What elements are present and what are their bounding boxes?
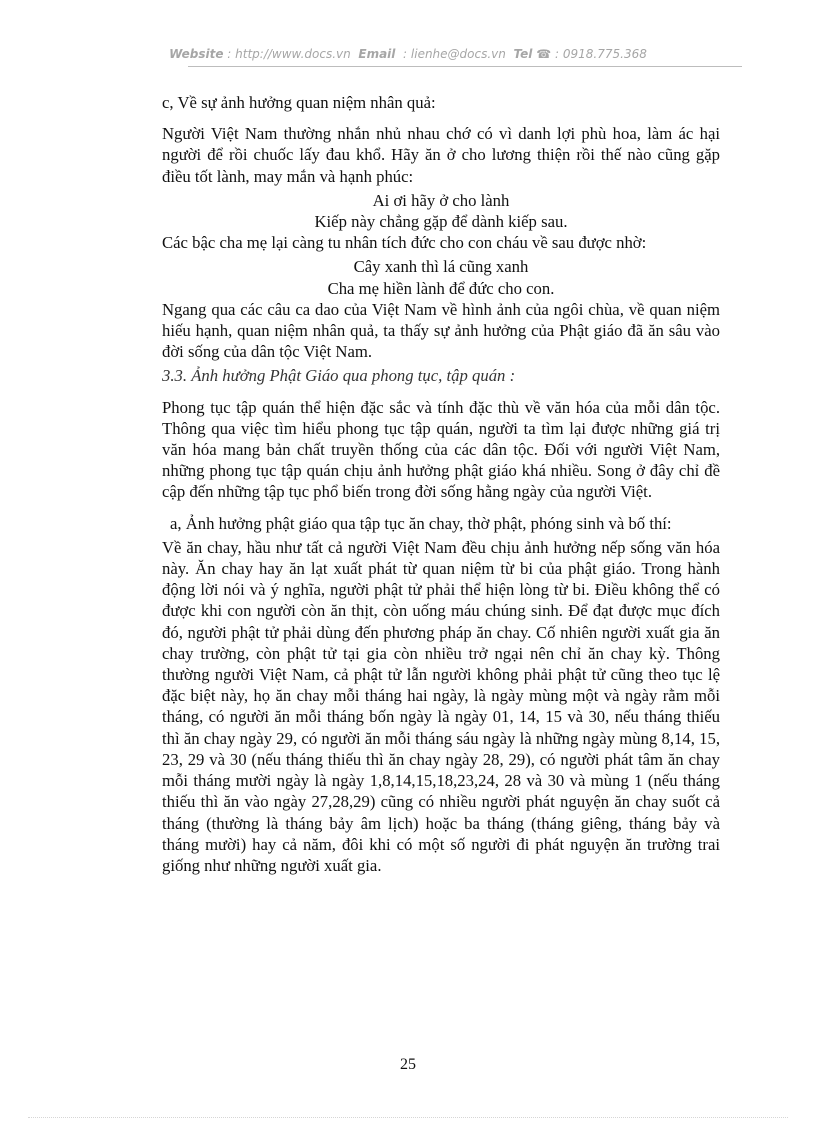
website-value: : http://www.docs.vn: [227, 47, 351, 61]
page-number: 25: [400, 1056, 416, 1073]
tel-value: : 0918.775.368: [555, 47, 647, 61]
paragraph-customs: Phong tục tập quán thể hiện đặc sắc và tính đặc thù về văn hóa của mỗi dân tộc. Thông qua việc tìm hiểu phong tục tập quán, người ta tìm lại được những giá trị văn hóa mang bản chất truyền thống của các dân tộc. Đối với người Việt Nam, những phong tục tập quán chịu ảnh hưởng phật giáo khá nhiều. Song ở đây chỉ đề cập đến những tập tục phổ biến trong đời sống hằng ngày của người Việt.: [162, 397, 720, 502]
page-header: [0, 47, 816, 61]
verse-1-line-2: Kiếp này chẳng gặp để dành kiếp sau.: [314, 212, 568, 232]
paragraph-parents: Các bậc cha mẹ lại càng tu nhân tích đức cho con cháu về sau được nhờ:: [162, 233, 647, 253]
email-value: : lienhe@docs.vn: [403, 47, 506, 61]
page-bottom-divider: [28, 1117, 788, 1118]
paragraph-cause-effect: Người Việt Nam thường nhắn nhủ nhau chớ có vì danh lợi phù hoa, làm ác hại người để rồi chuốc lấy đau khổ. Hãy ăn ở cho lương thiện rồi thế nào cũng gặp điều tốt lành, may mắn và hạnh phúc:: [162, 124, 720, 186]
website-label: Website: [169, 47, 224, 61]
section-heading-3-3: 3.3. Ảnh hưởng Phật Giáo qua phong tục, tập quán :: [162, 366, 516, 386]
verse-2-line-1: Cây xanh thì lá cũng xanh: [353, 257, 529, 277]
subsection-title-a: a, Ảnh hưởng phật giáo qua tập tục ăn chay, thờ phật, phóng sinh và bố thí:: [170, 513, 672, 533]
paragraph-folk-songs: Ngang qua các câu ca dao của Việt Nam về hình ảnh của ngôi chùa, về quan niệm hiếu hạnh, quan niệm nhân quả, ta thấy sự ảnh hưởng của Phật giáo đã ăn sâu vào đời sống của dân tộc Việt Nam.: [162, 299, 720, 362]
verse-2-line-2: Cha mẹ hiền lành để đức cho con.: [327, 278, 555, 298]
verse-1-line-1: Ai ơi hãy ở cho lành: [372, 190, 510, 210]
subsection-title-c: c, Về sự ảnh hưởng quan niệm nhân quả:: [162, 93, 436, 112]
telephone-icon: ☎: [536, 47, 552, 61]
paragraph-vegetarian: Về ăn chay, hầu như tất cả người Việt Nam đều chịu ảnh hưởng nếp sống văn hóa này. Ăn chay hay ăn lạt xuất phát từ quan niệm từ bi của phật giáo. Trong hành động lời nói và ý nghĩa, người phật tử phải thể hiện lòng từ bi. Điều không thể có được khi con người còn ăn thịt, còn uống máu chúng sinh. Để đạt được mục đích đó, người phật tử phải dùng đến phương pháp ăn chay. Cố nhiên người xuất gia ăn chay trường, còn phật tử tại gia còn nhiều trở ngại nên chỉ ăn chay kỳ. Thông thường người Việt Nam, cả phật tử lẫn người không phải phật tử cũng theo tục lệ đặc biệt này, họ ăn chay mỗi tháng hai ngày, là ngày mùng một và ngày rằm mỗi tháng, có người ăn mỗi tháng bốn ngày là ngày 01, 14, 15 và 30, nếu tháng thiếu thì ăn chay ngày 29, có người ăn mỗi tháng sáu ngày là những ngày mùng 8,14, 15, 23, 29 và 30 (nếu tháng thiếu thì ăn chay ngày 28, 29), có người phát tâm ăn chay mỗi tháng mười ngày là ngày 1,8,14,15,18,23,24, 28 và 30 và mùng 1 (nếu tháng thiếu thì ăn vào ngày 27,28,29) cũng có nhiều người phát nguyện ăn chay suốt cả tháng (thường là tháng bảy âm lịch) hoặc ba tháng (tháng giêng, tháng bảy và tháng mười) hay cả năm, đôi khi có một số người đi phát nguyện ăn trường trai giống như những người xuất gia.: [162, 537, 720, 875]
page-body: [162, 92, 720, 876]
email-label: Email: [358, 47, 396, 61]
header-divider: [188, 66, 742, 67]
tel-label: Tel: [513, 47, 533, 61]
